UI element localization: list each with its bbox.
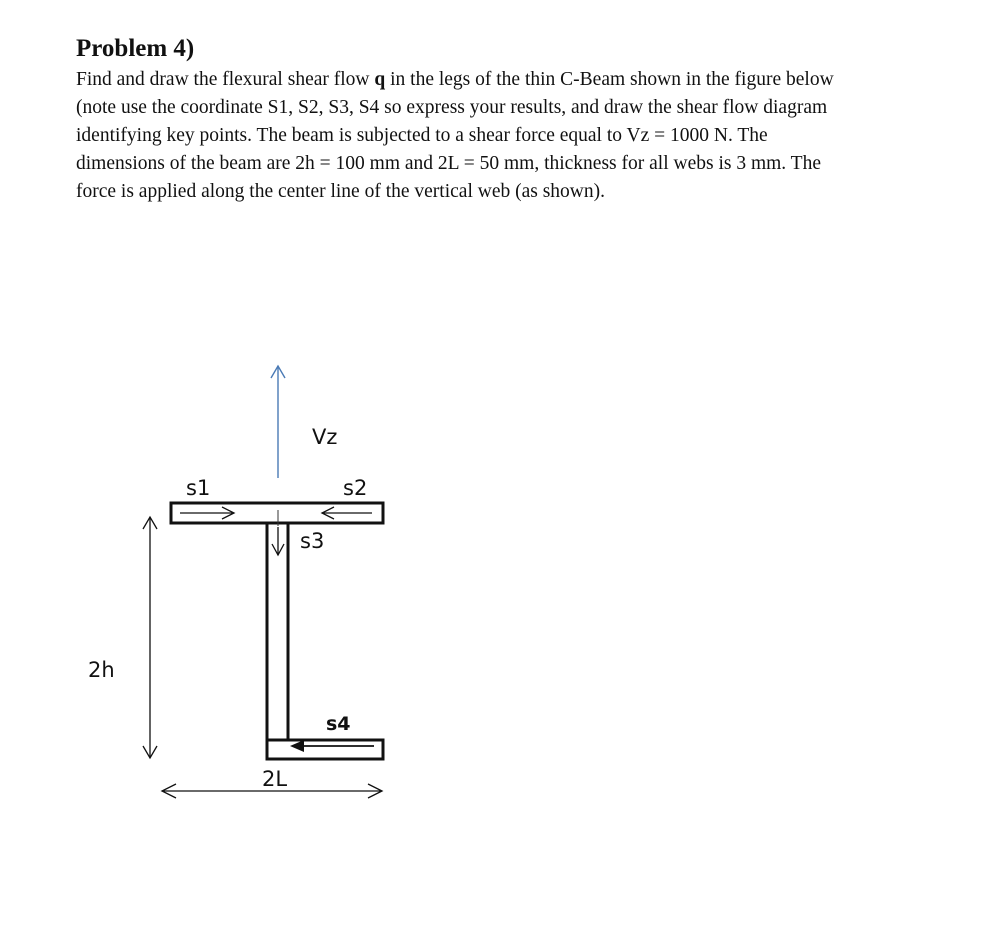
height-dimension-arrow <box>143 517 157 758</box>
s4-label: s4 <box>326 713 351 735</box>
statement-line-5: force is applied along the center line of the vertical web (as shown). <box>76 181 606 202</box>
s1-label: s1 <box>186 476 211 500</box>
s4-direction-arrow <box>290 740 374 752</box>
statement-line-3: identifying key points. The beam is subjected to a shear force equal to Vz = 1000 N. The <box>76 125 768 146</box>
statement-line-2: (note use the coordinate S1, S2, S3, S4 so express your results, and draw the shear flow diagram <box>76 97 828 118</box>
statement-line-4: dimensions of the beam are 2h = 100 mm and 2L = 50 mm, thickness for all webs is 3 mm. The <box>76 153 821 174</box>
s3-direction-arrow <box>272 527 284 555</box>
height-label: 2h <box>88 658 115 682</box>
shear-flow-symbol: q <box>374 69 386 90</box>
statement-line-1: Find and draw the flexural shear flow q in the legs of the thin C-Beam shown in the figure below <box>76 69 834 90</box>
force-arrow <box>271 366 285 478</box>
s1-direction-arrow <box>180 507 234 519</box>
s3-label: s3 <box>300 529 325 553</box>
vertical-web <box>267 523 288 740</box>
bottom-flange <box>267 740 383 759</box>
s2-direction-arrow <box>322 507 372 519</box>
s2-label: s2 <box>343 476 368 500</box>
problem-title: Problem 4) <box>76 35 195 62</box>
width-label: 2L <box>262 767 288 791</box>
vz-label: Vz <box>312 425 338 449</box>
